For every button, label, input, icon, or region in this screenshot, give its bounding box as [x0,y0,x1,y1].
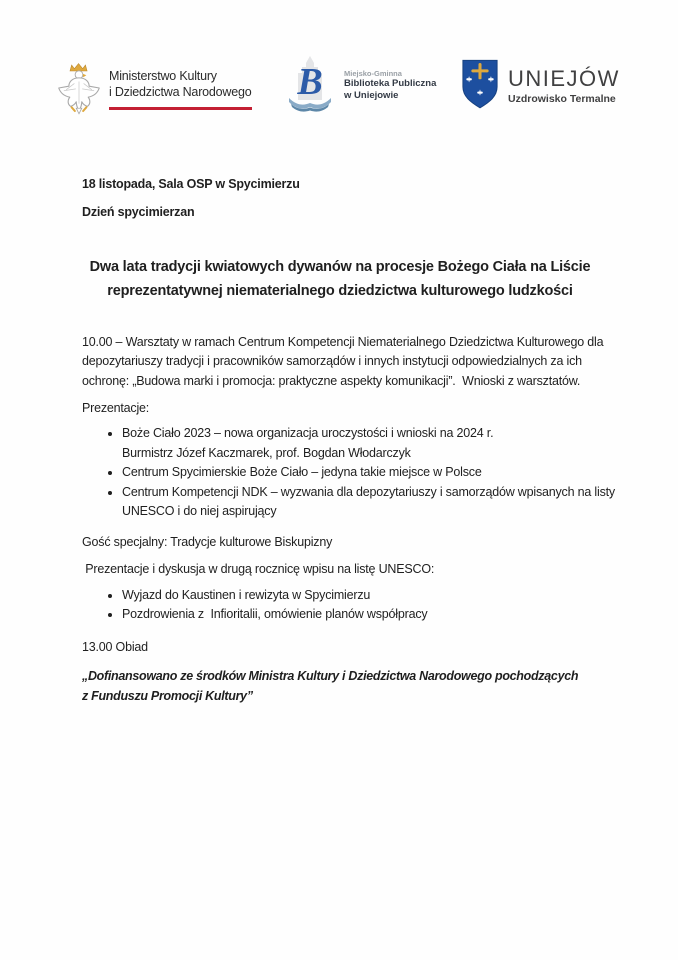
uniejow-name: UNIEJÓW [508,66,620,91]
unesco-list [82,586,598,625]
funding-note-line2: z Funduszu Promocji Kultury” [82,688,253,703]
list-item [122,483,615,522]
library-name-small: Miejsko-Gminna [344,69,402,78]
ministry-name-line2: i Dziedzictwa Narodowego [109,85,252,99]
event-title-line1: Dwa lata tradycji kwiatowych dywanów na procesje Bożego Ciała na Liście [89,259,591,275]
funding-note-line1: „Dofinansowano ze środków Ministra Kultury i Dziedzictwa Narodowego pochodzących [82,669,579,684]
unesco-item-2: • Pozdrowienia z Infioritalii, omówienie planów współpracy [122,607,428,622]
list-item [122,424,598,463]
lunch-entry: 13.00 Obiad [82,639,148,654]
uniejow-subtitle: Uzdrowisko Termalne [508,93,616,105]
presentations-list [82,424,615,522]
workshops-paragraph [82,333,604,391]
workshops-line2: depozytariuszy tradycji i pracowników samorządów i innych instytucji odpowiedzialnych za ich [82,354,582,369]
presentation-2-line1: • Centrum Spycimierskie Boże Ciało – jedyna takie miejsce w Polsce [122,465,482,480]
funding-note [82,667,598,706]
list-item [122,463,598,483]
library-name-line2: Biblioteka Publiczna [344,78,437,89]
ministry-name-line1: Ministerstwo Kultury [109,69,217,83]
presentation-3-line1: • Centrum Kompetencji NDK – wyzwania dla depozytariuszy i samorządów wpisanych na listy [122,484,615,499]
workshops-line3: ochronę: „Budowa marki i promocja: praktyczne aspekty komunikacji”. Wnioski z warsztatów. [82,373,581,388]
presentations-label: Prezentacje: [82,400,150,415]
library-initial: B [297,61,323,103]
list-item [122,586,598,606]
workshops-line1: 10.00 – Warsztaty w ramach Centrum Kompetencji Niematerialnego Dziedzictwa Kulturowego dla [82,335,604,349]
document-body [82,0,615,706]
presentation-1-line1: • Boże Ciało 2023 – nowa organizacja uroczystości i wnioski na 2024 r. [122,426,494,441]
event-day-name: Dzień spycimierzan [82,205,195,219]
event-title [60,255,620,303]
special-guest: Gość specjalny: Tradycje kulturowe Biskupizny [82,534,333,549]
unesco-heading [82,560,598,580]
presentation-1-line2: Burmistrz Józef Kaczmarek, prof. Bogdan Włodarczyk [122,445,411,460]
list-item [122,605,598,625]
event-date-venue: 18 listopada, Sala OSP w Spycimierzu [82,177,300,191]
unesco-item-1: • Wyjazd do Kaustinen i rewizyta w Spycimierzu [122,587,371,602]
unesco-heading-text: Prezentacje i dyskusja w drugą rocznicę wpisu na listę UNESCO: [82,562,435,577]
presentation-3-line2: UNESCO i do niej aspirujący [122,504,277,519]
library-name-line3: w Uniejowie [344,89,399,101]
event-title-line2: reprezentatywnej niematerialnego dziedzictwa kulturowego ludzkości [107,283,573,299]
